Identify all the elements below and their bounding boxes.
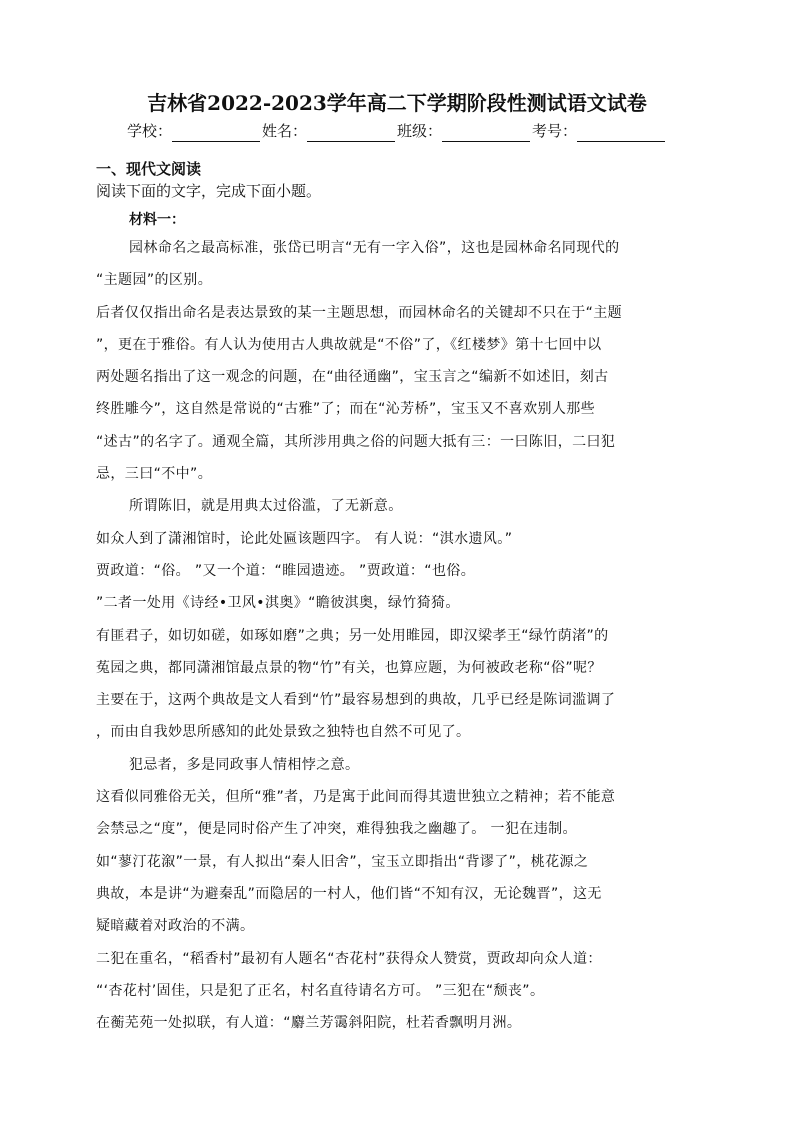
school-field (127, 120, 262, 142)
passage-line: 后者仅仅指出命名是表达景致的某一主题思想，而园林命名的关键却不只在于“主题 (96, 304, 623, 321)
name-blank[interactable] (307, 125, 395, 142)
material-label: 材料一： (129, 212, 185, 228)
passage-line: 贾政道：“俗。 ”又一个道：“睢园遗迹。 ”贾政道：“也俗。 (96, 562, 476, 579)
passage-line: 两处题名指出了这一观念的问题，在“曲径通幽”，宝玉言之“编新不如述旧，刻古 (96, 369, 609, 386)
exam-number-label: 考号： (532, 122, 578, 140)
passage-line: 如“蓼汀花溆”一景，有人拟出“秦人旧舍”，宝玉立即指出“背谬了”，桃花源之 (96, 853, 589, 870)
passage-line: 在蘅芜苑一处拟联，有人道：“麝兰芳霭斜阳院，杜若香飘明月洲。 (96, 1015, 522, 1032)
passage-line: 主要在于，这两个典故是文人看到“竹”最容易想到的典故，几乎已经是陈词滥调了 (96, 692, 616, 709)
passage-line: “述古”的名字了。通观全篇，其所涉用典之俗的问题大抵有三：一曰陈旧，二曰犯 (96, 433, 616, 450)
passage-line: 如众人到了潇湘馆时，论此处匾该题四字。 有人说：“淇水遗风。” (96, 530, 513, 547)
passage-line: 会禁忌之“度”，便是同时俗产生了冲突，难得独我之幽趣了。 一犯在违制。 (96, 821, 577, 838)
passage-line: 菟园之典，都同潇湘馆最点景的物“竹”有关，也算应题，为何被政老称“俗”呢？ (96, 659, 602, 676)
school-blank[interactable] (172, 125, 260, 142)
passage-line: 终胜雕今”，这自然是常说的“古雅”了；而在“沁芳桥”，宝玉又不喜欢别人那些 (96, 401, 596, 418)
passage-line: ”，更在于雅俗。有人认为使用古人典故就是“不俗”了，《红楼梦》第十七回中以 (96, 336, 602, 353)
exam-number-field (532, 120, 667, 142)
passage-line: 犯忌者，多是同政事人情相悖之意。 (129, 756, 360, 773)
passage-line: 二犯在重名，“稻香村”最初有人题名“杏花村”获得众人赞赏，贾政却向众人道： (96, 950, 602, 967)
student-info-line (96, 120, 698, 142)
exam-number-blank[interactable] (577, 125, 665, 142)
passage-line: 典故，本是讲“为避秦乱”而隐居的一村人，他们皆“不知有汉，无论魏晋”，这无 (96, 885, 602, 902)
passage-line: “主题园”的区别。 (96, 272, 213, 289)
class-blank[interactable] (442, 125, 530, 142)
class-field (397, 120, 532, 142)
exam-title: 吉林省2022-2023学年高二下学期阶段性测试语文试卷 (147, 91, 647, 115)
passage-body (96, 232, 698, 1039)
passage-line: 这看似同雅俗无关，但所“雅”者，乃是寓于此间而得其遗世独立之精神；若不能意 (96, 789, 616, 806)
passage-line: 所谓陈旧，就是用典太过俗滥，了无新意。 (129, 498, 403, 515)
passage-line: ”二者一处用《诗经•卫风•淇奥》“瞻彼淇奥，绿竹猗猗。 (96, 595, 460, 612)
passage-line: ，而由自我妙思所感知的此处景致之独特也自然不可见了。 (96, 724, 471, 741)
passage-line: 忌，三曰“不中”。 (96, 466, 213, 483)
exam-page (96, 88, 698, 1039)
reading-instruction: 阅读下面的文字，完成下面小题。 (96, 182, 322, 200)
passage-line: “‘杏花村’固佳，只是犯了正名，村名直待请名方可。 ”三犯在“颓丧”。 (96, 982, 545, 999)
passage-line: 园林命名之最高标准，张岱已明言“无有一字入俗”，这也是园林命名同现代的 (129, 240, 620, 256)
name-label: 姓名： (261, 122, 307, 140)
class-label: 班级： (397, 122, 443, 140)
name-field (262, 120, 397, 142)
school-label: 学校： (126, 122, 172, 140)
passage-line: 有匪君子，如切如磋，如琢如磨”之典；另一处用睢园，即汉梁孝王“绿竹荫渚”的 (96, 627, 609, 644)
section-heading: 一、现代文阅读 (96, 160, 202, 178)
passage-line: 疑暗藏着对政治的不满。 (96, 918, 255, 935)
